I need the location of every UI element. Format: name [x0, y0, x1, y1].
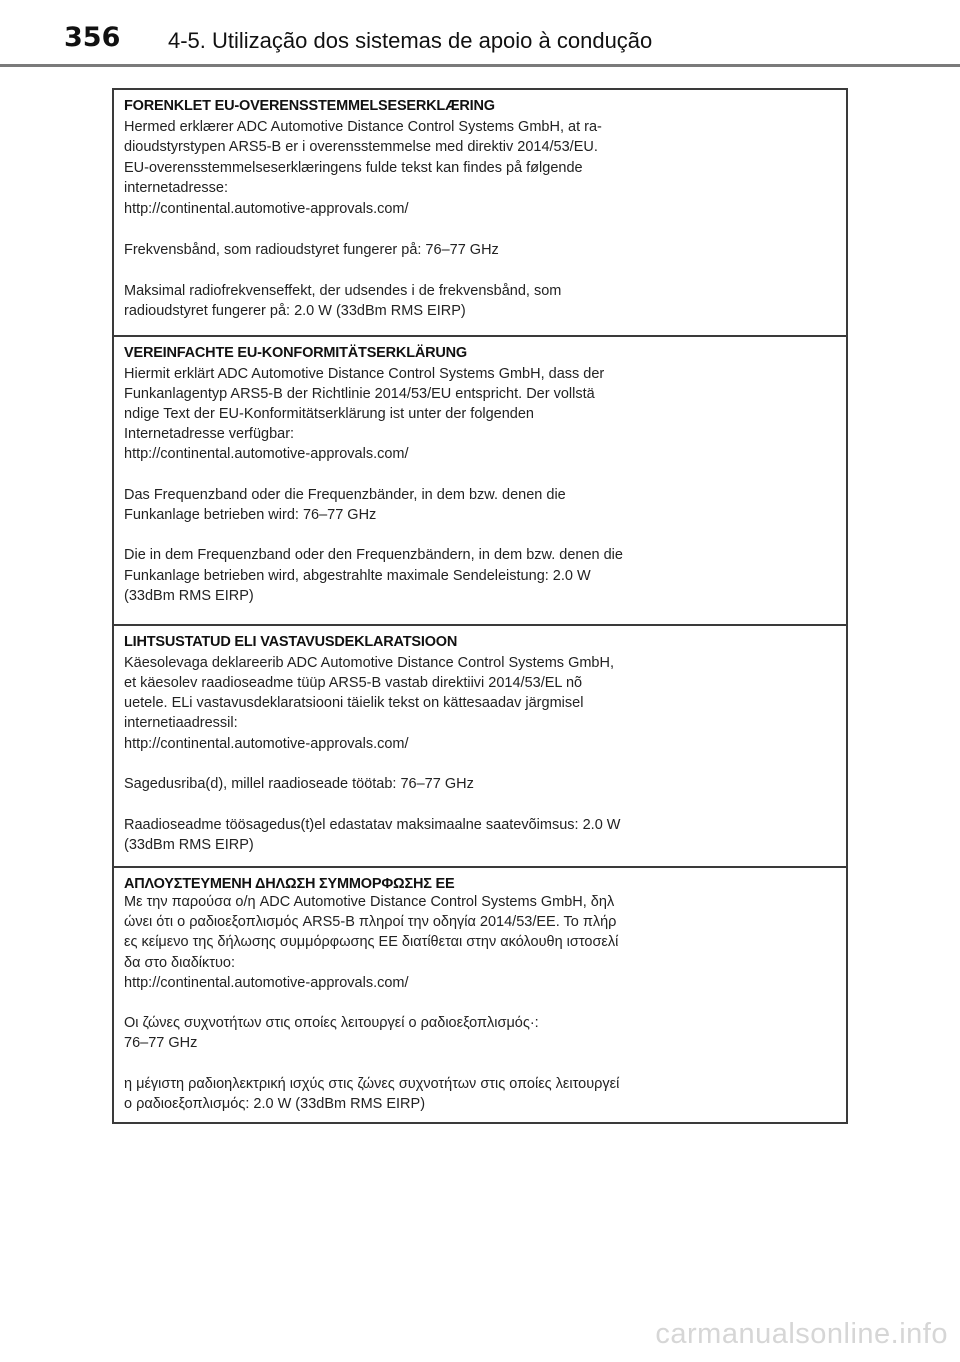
section-line: http://continental.automotive-approvals.com/	[124, 974, 409, 991]
section-title: ΑΠΛΟΥΣΤΕΥΜΕΝΗ ΔΗΛΩΣΗ ΣΥΜΜΟΡΦΩΣΗΣ ΕΕ	[124, 876, 455, 892]
watermark: carmanualsonline.info	[655, 1318, 948, 1350]
section-line: et käesolev raadioseadme tüüp ARS5-B vastab direktiivi 2014/53/EL nõ	[124, 674, 583, 691]
section-line: Hermed erklærer ADC Automotive Distance Control Systems GmbH, at ra-	[124, 118, 602, 135]
section-line: Käesolevaga deklareerib ADC Automotive Distance Control Systems GmbH,	[124, 654, 614, 671]
section-line: Das Frequenzband oder die Frequenzbänder, in dem bzw. denen die	[124, 486, 566, 503]
section-greek	[114, 866, 846, 1124]
section-line: ώνει ότι ο ραδιοεξοπλισμός ARS5-B πληροί την οδηγία 2014/53/ΕΕ. Το πλήρ	[124, 914, 617, 931]
section-line: ο ραδιοεξοπλισμός: 2.0 W (33dBm RMS EIRP)	[124, 1096, 426, 1112]
section-german	[114, 335, 846, 626]
section-line: Hiermit erklärt ADC Automotive Distance Control Systems GmbH, dass der	[124, 365, 605, 382]
section-line: Maksimal radiofrekvenseffekt, der udsendes i de frekvensbånd, som	[124, 282, 562, 299]
section-line: dioudstyrstypen ARS5-B er i overensstemmelse med direktiv 2014/53/EU.	[124, 139, 598, 155]
section-line: internetadresse:	[124, 180, 228, 196]
section-line: ndige Text der EU-Konformitätserklärung ist unter der folgenden	[124, 405, 534, 422]
section-line: radioudstyret fungerer på: 2.0 W (33dBm RMS EIRP)	[124, 303, 466, 319]
section-line: http://continental.automotive-approvals.com/	[124, 735, 409, 752]
section-line: Funkanlage betrieben wird: 76–77 GHz	[124, 506, 377, 523]
section-line: Funkanlage betrieben wird, abgestrahlte maximale Sendeleistung: 2.0 W	[124, 567, 591, 584]
section-danish	[114, 90, 846, 335]
section-line: ες κείμενο της δήλωσης συμμόρφωσης ΕΕ διατίθεται στην ακόλουθη ιστοσελί	[124, 934, 619, 951]
section-line: internetiaadressil:	[124, 715, 238, 732]
section-line: η μέγιστη ραδιοηλεκτρική ισχύς στις ζώνες συχνοτήτων στις οποίες λειτουργεί	[124, 1075, 620, 1092]
chapter-title: 4-5. Utilização dos sistemas de apoio à condução	[168, 28, 653, 53]
page-number: 356	[64, 22, 121, 53]
section-line: (33dBm RMS EIRP)	[124, 837, 254, 854]
section-line: (33dBm RMS EIRP)	[124, 587, 254, 604]
section-line: Die in dem Frequenzband oder den Frequenzbändern, in dem bzw. denen die	[124, 547, 623, 564]
section-line: http://continental.automotive-approvals.com/	[124, 200, 409, 217]
section-line: EU-overensstemmelseserklæringens fulde tekst kan findes på følgende	[124, 159, 583, 176]
section-title: VEREINFACHTE EU-KONFORMITÄTSERKLÄRUNG	[124, 345, 468, 361]
section-title: LIHTSUSTATUD ELI VASTAVUSDEKLARATSIOON	[124, 634, 458, 650]
section-line: Με την παρούσα ο/η ADC Automotive Distance Control Systems GmbH, δηλ	[124, 894, 615, 910]
section-line: Raadioseadme töösagedus(t)el edastatav maksimaalne saatevõimsus: 2.0 W	[124, 816, 621, 833]
section-line: δα στο διαδίκτυο:	[124, 954, 236, 971]
section-line: Οι ζώνες συχνοτήτων στις οποίες λειτουργεί ο ραδιοεξοπλισμός·:	[124, 1015, 539, 1032]
section-line: Frekvensbånd, som radioudstyret fungerer på: 76–77 GHz	[124, 241, 499, 258]
page-header	[0, 0, 960, 68]
section-title: FORENKLET EU-OVERENSSTEMMELSESERKLÆRING	[124, 98, 495, 114]
declarations-box	[112, 88, 848, 1124]
section-line: Funkanlagentyp ARS5-B der Richtlinie 2014/53/EU entspricht. Der vollstä	[124, 385, 595, 402]
section-line: uetele. ELi vastavusdeklaratsiooni täielik tekst on kättesaadav järgmisel	[124, 695, 584, 712]
section-line: Sagedusriba(d), millel raadioseade töötab: 76–77 GHz	[124, 776, 474, 793]
section-line: Internetadresse verfügbar:	[124, 426, 295, 443]
header-rule	[0, 64, 960, 67]
section-estonian	[114, 624, 846, 868]
section-line: http://continental.automotive-approvals.com/	[124, 446, 409, 463]
section-line: 76–77 GHz	[124, 1035, 198, 1052]
